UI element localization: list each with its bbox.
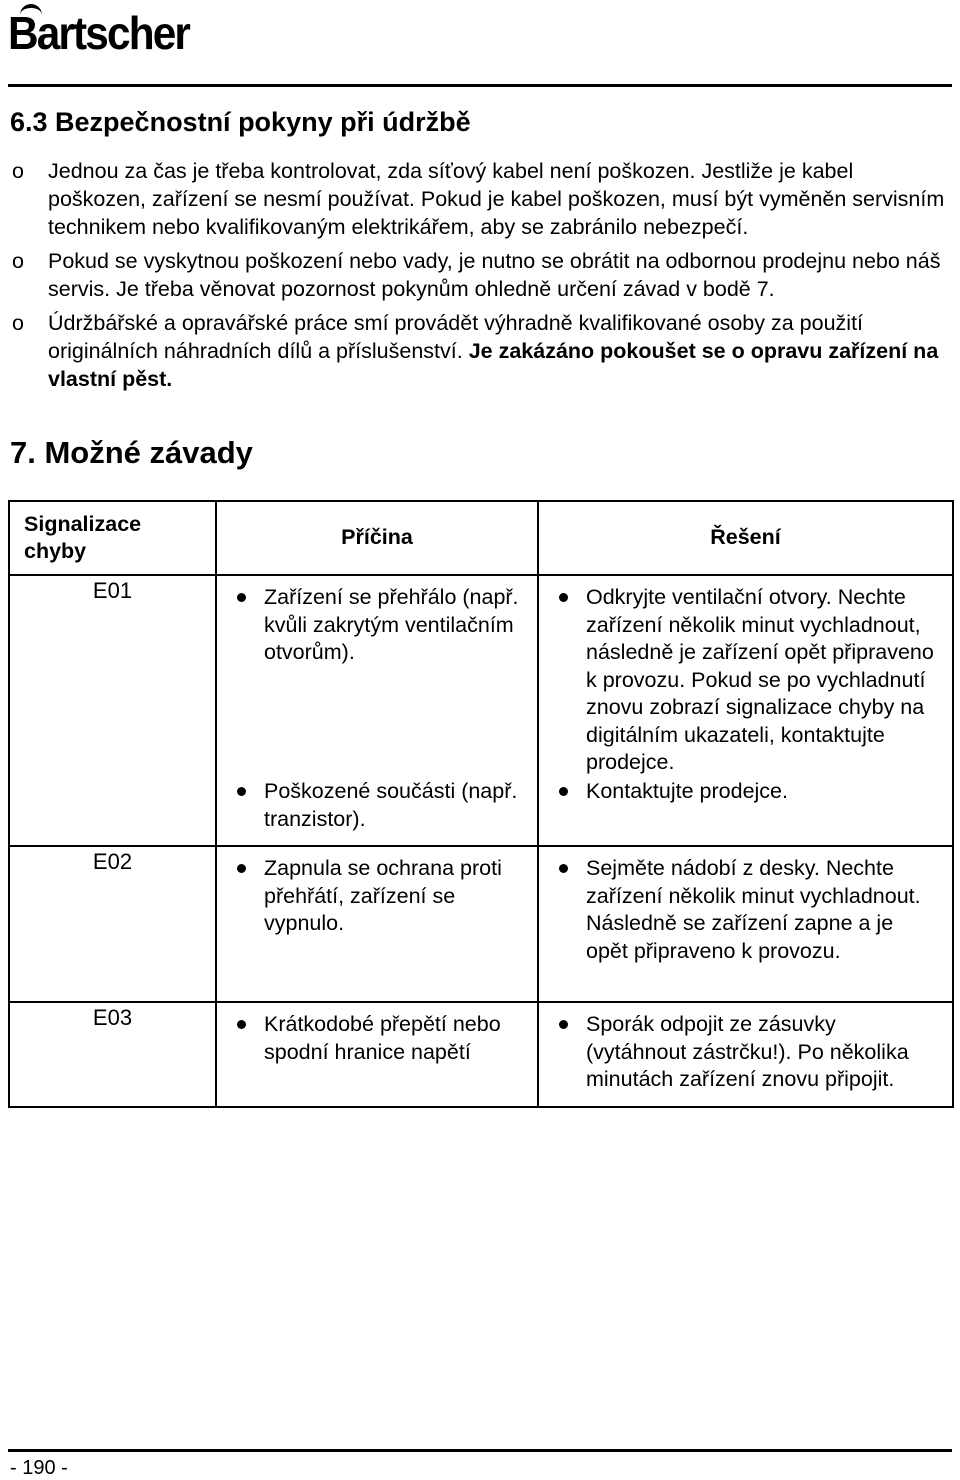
column-header-signal: Signalizace chyby bbox=[9, 501, 216, 575]
cause-item bbox=[229, 584, 525, 772]
bullet-marker: o bbox=[12, 249, 24, 273]
list-item-warning: Je zakázáno pokoušet se o opravu zařízení na vlastní pěst. bbox=[48, 339, 939, 391]
cause-item bbox=[229, 855, 525, 938]
list-item bbox=[10, 157, 955, 241]
solution-item bbox=[551, 1011, 940, 1094]
table-header-row bbox=[9, 501, 953, 575]
fault-table bbox=[8, 500, 954, 1108]
solution-item bbox=[551, 778, 940, 806]
section-title-7: 7. Možné závady bbox=[10, 435, 253, 470]
solution-text: Sejměte nádobí z desky. Nechte zařízení několik minut vychladnout. Následně se zařízení zapne a je opět připraveno k provozu. bbox=[586, 856, 921, 963]
column-header-solution: Řešení bbox=[538, 501, 953, 575]
solution-item bbox=[551, 584, 940, 772]
logo-text: Bartscher bbox=[8, 7, 190, 59]
page-number: - 190 - bbox=[10, 1457, 68, 1479]
solution-text: Odkryjte ventilační otvory. Nechte zařízení několik minut vychladnout, následně je zařízení opět připraveno k provozu. Pokud se po vychladnutí znovu zobrazí signalizace chyby na digitálním ukazateli, kontaktujte prodejce. bbox=[586, 585, 934, 774]
solution-item bbox=[551, 855, 940, 965]
bullet-dot-icon bbox=[559, 1020, 568, 1029]
error-code: E01 bbox=[9, 575, 216, 846]
list-item-text: Pokud se vyskytnou poškození nebo vady, je nutno se obrátit na odbornou prodejnu nebo náš servis. Je třeba věnovat pozornost pokynům ohledně určení závad v bodě 7. bbox=[48, 249, 941, 301]
cause-item bbox=[229, 778, 525, 833]
header-rule bbox=[8, 84, 952, 87]
bullet-dot-icon bbox=[237, 864, 246, 873]
brand-logo bbox=[8, 4, 238, 70]
table-row bbox=[9, 846, 953, 1002]
cause-text: Zařízení se přehřálo (např. kvůli zakrytým ventilačním otvorům). bbox=[264, 585, 519, 664]
cause-cell bbox=[216, 575, 538, 846]
footer-rule bbox=[8, 1449, 952, 1452]
error-code: E03 bbox=[9, 1002, 216, 1107]
list-item bbox=[10, 247, 955, 303]
bullet-dot-icon bbox=[559, 593, 568, 602]
cause-text: Krátkodobé přepětí nebo spodní hranice napětí bbox=[264, 1012, 501, 1064]
bullet-dot-icon bbox=[559, 864, 568, 873]
list-item-text: Údržbářské a opravářské práce smí provádět výhradně kvalifikované osoby za použití originálních náhradních dílů a příslušenství. bbox=[48, 311, 864, 363]
solution-cell bbox=[538, 1002, 953, 1107]
bullet-dot-icon bbox=[237, 593, 246, 602]
solution-cell bbox=[538, 846, 953, 1002]
cause-text: Poškozené součásti (např. tranzistor). bbox=[264, 779, 518, 831]
cause-cell bbox=[216, 846, 538, 1002]
column-header-cause: Příčina bbox=[216, 501, 538, 575]
bullet-marker: o bbox=[12, 311, 24, 335]
cause-cell bbox=[216, 1002, 538, 1107]
solution-cell bbox=[538, 575, 953, 846]
list-item bbox=[10, 309, 955, 393]
list-item-text: Jednou za čas je třeba kontrolovat, zda síťový kabel není poškozen. Jestliže je kabel poškozen, zařízení se nesmí používat. Pokud je kabel poškozen, musí být vyměněn servisním technikem nebo kvalifikovaným elektrikářem, aby se zabránilo nebezpečí. bbox=[48, 159, 945, 239]
safety-list bbox=[10, 157, 955, 399]
error-code: E02 bbox=[9, 846, 216, 1002]
bullet-dot-icon bbox=[559, 787, 568, 796]
table-row bbox=[9, 575, 953, 846]
bullet-dot-icon bbox=[237, 1020, 246, 1029]
section-title-6-3: 6.3 Bezpečnostní pokyny při údržbě bbox=[10, 107, 471, 137]
cause-text: Zapnula se ochrana proti přehřátí, zařízení se vypnulo. bbox=[264, 856, 502, 935]
solution-text: Sporák odpojit ze zásuvky (vytáhnout zástrčku!). Po několika minutách zařízení znovu připojit. bbox=[586, 1012, 909, 1091]
cause-item bbox=[229, 1011, 525, 1066]
bullet-dot-icon bbox=[237, 787, 246, 796]
bullet-marker: o bbox=[12, 159, 24, 183]
table-row bbox=[9, 1002, 953, 1107]
solution-text: Kontaktujte prodejce. bbox=[586, 779, 788, 803]
